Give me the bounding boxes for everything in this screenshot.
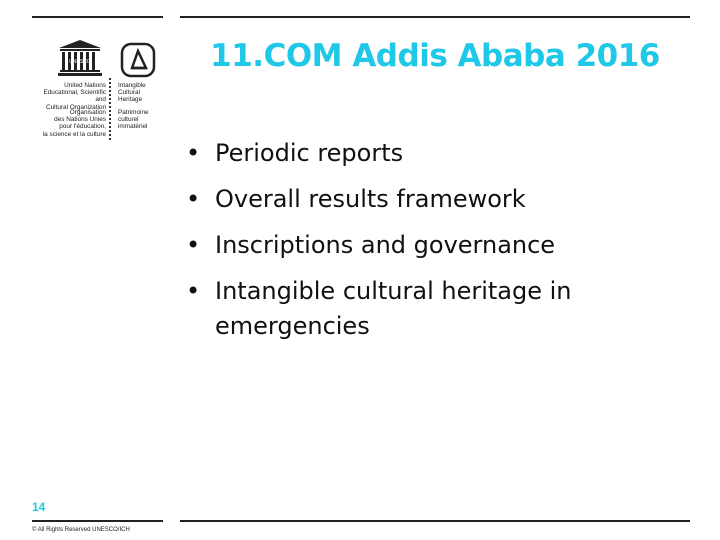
bullet-item (186, 136, 686, 171)
bullet-dot: • (186, 277, 201, 305)
bullet-text: Periodic reports (215, 139, 404, 167)
org-name-fr: Organisation des Nations Unies pour l'éducation, la science et la culture (42, 109, 106, 138)
bullet-list (186, 136, 686, 355)
bullet-item (186, 182, 686, 217)
bullet-text: Inscriptions and governance (215, 231, 556, 259)
bullet-item (186, 228, 686, 263)
bullet-dot: • (186, 231, 201, 259)
bullet-dot: • (186, 139, 201, 167)
bullet-text: Intangible cultural heritage in emergencies (215, 277, 572, 340)
logo-divider (109, 78, 113, 140)
unesco-ich-logo (38, 34, 166, 138)
slide-title: 11.COM Addis Ababa 2016 (210, 38, 660, 74)
bottom-rule-right (180, 520, 690, 522)
bullet-item (186, 274, 686, 344)
bullet-text: Overall results framework (215, 185, 526, 213)
page-number: 14 (32, 500, 46, 514)
bullet-dot: • (186, 185, 201, 213)
ich-name-en: Intangible Cultural Heritage (118, 82, 146, 104)
top-rule-left (32, 16, 163, 18)
org-name-en: United Nations Educational, Scientific and Cultural Organization (43, 82, 106, 111)
top-rule-right (180, 16, 690, 18)
copyright-notice: © All Rights Reserved UNESCO/ICH (32, 527, 130, 533)
bottom-rule-left (32, 520, 163, 522)
ich-emblem-icon (120, 42, 156, 78)
unesco-temple-icon (58, 39, 102, 77)
svg-text:UNESCO: UNESCO (69, 59, 91, 65)
ich-name-fr: Patrimoine culturel immatériel (118, 109, 149, 131)
